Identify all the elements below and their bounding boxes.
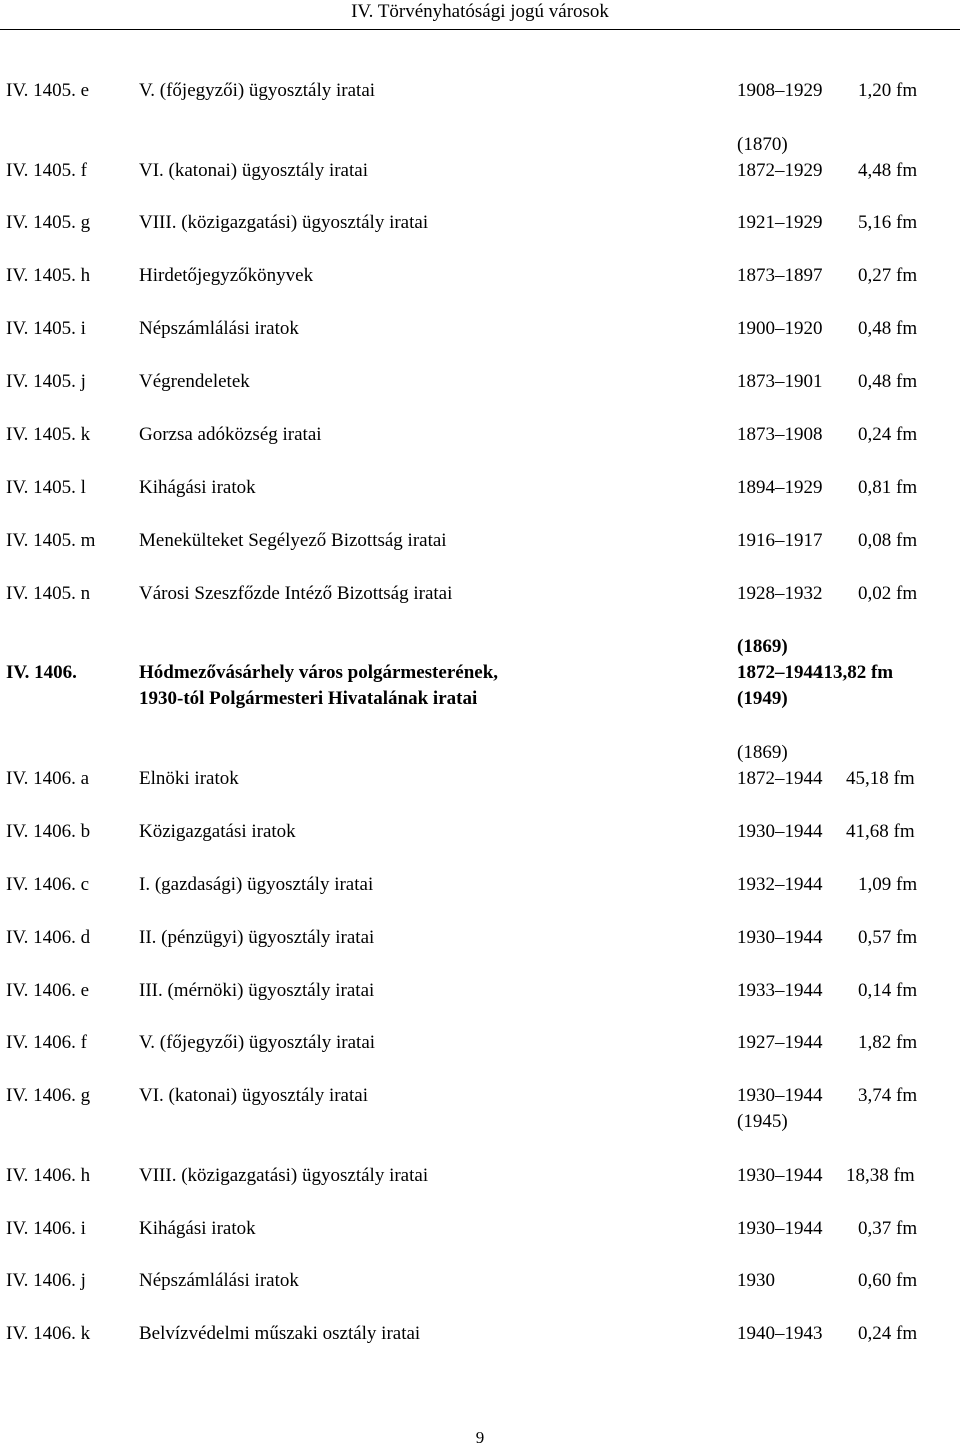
record-period-line: 1894–1929 xyxy=(737,477,823,498)
record-extent: 1,82 fm xyxy=(858,1032,918,1053)
record-code: IV. 1406. h xyxy=(6,1165,91,1186)
record-period xyxy=(737,872,823,898)
record-extent: 0,37 fm xyxy=(858,1218,918,1239)
record-period xyxy=(737,1321,823,1347)
record-extent: 0,57 fm xyxy=(858,927,918,948)
record-period xyxy=(737,528,823,554)
record-title xyxy=(139,925,374,951)
record-extent: 45,18 fm xyxy=(846,768,915,789)
record-code: IV. 1405. e xyxy=(6,80,90,101)
record-title-line: Népszámlálási iratok xyxy=(139,318,299,339)
record-title xyxy=(139,369,250,395)
record-title xyxy=(139,475,256,501)
record-title xyxy=(139,1216,256,1242)
record-period-line: (1870) xyxy=(737,134,788,155)
record-code: IV. 1405. i xyxy=(6,318,86,339)
record-extent: 0,08 fm xyxy=(858,530,918,551)
record-period xyxy=(737,316,823,342)
record-period-line: 1930–1944 xyxy=(737,927,823,948)
record-period-line: 1916–1917 xyxy=(737,530,823,551)
record-code: IV. 1405. l xyxy=(6,477,86,498)
record-code: IV. 1406. a xyxy=(6,768,90,789)
record-title-line: VIII. (közigazgatási) ügyosztály iratai xyxy=(139,212,429,233)
record-title xyxy=(139,872,373,898)
record-period-line: 1930–1944 xyxy=(737,821,823,842)
record-period xyxy=(737,1083,823,1135)
record-title xyxy=(139,1030,375,1056)
record-title-line: Gorzsa adóközség iratai xyxy=(139,424,322,445)
record-period-line: 1932–1944 xyxy=(737,874,823,895)
record-period xyxy=(737,475,823,501)
record-title xyxy=(139,210,428,236)
record-title-line: Kihágási iratok xyxy=(139,477,256,498)
record-extent: 3,74 fm xyxy=(858,1085,918,1106)
record-period-line: 1927–1944 xyxy=(737,1032,823,1053)
record-extent: 0,81 fm xyxy=(858,477,918,498)
record-period-line: 1873–1897 xyxy=(737,265,823,286)
record-title-line: Hódmezővásárhely város polgármesterének, xyxy=(139,662,499,683)
record-title-line: Kihágási iratok xyxy=(139,1218,256,1239)
record-extent: 0,48 fm xyxy=(858,318,918,339)
record-period xyxy=(737,1030,823,1056)
record-title xyxy=(139,1321,420,1347)
record-period xyxy=(737,1268,775,1294)
record-period-line: 1940–1943 xyxy=(737,1323,823,1344)
record-period xyxy=(737,925,823,951)
record-title xyxy=(139,263,313,289)
record-extent: 1,09 fm xyxy=(858,874,918,895)
record-title-line: VI. (katonai) ügyosztály iratai xyxy=(139,1085,368,1106)
record-period-line: 1900–1920 xyxy=(737,318,823,339)
record-extent: 0,14 fm xyxy=(858,980,918,1001)
record-title xyxy=(139,1083,368,1109)
record-period-line: 1928–1932 xyxy=(737,583,823,604)
record-period xyxy=(737,634,823,712)
record-title xyxy=(139,316,299,342)
record-code: IV. 1406. f xyxy=(6,1032,87,1053)
record-period-line: (1869) xyxy=(737,742,788,763)
record-extent: 0,02 fm xyxy=(858,583,918,604)
record-code: IV. 1405. h xyxy=(6,265,91,286)
record-title-line: Elnöki iratok xyxy=(139,768,239,789)
record-period xyxy=(737,978,823,1004)
record-title-line: Hirdetőjegyzőkönyvek xyxy=(139,265,314,286)
record-title-line: Közigazgatási iratok xyxy=(139,821,296,842)
record-period-line: 1908–1929 xyxy=(737,80,823,101)
record-period-line: 1930–1944 xyxy=(737,1218,823,1239)
record-period-line: 1873–1908 xyxy=(737,424,823,445)
record-title xyxy=(139,660,498,712)
record-extent: 113,82 fm xyxy=(815,662,894,683)
record-extent: 0,24 fm xyxy=(858,424,918,445)
record-code: IV. 1406. c xyxy=(6,874,90,895)
record-period-line: 1872–1944 xyxy=(737,768,823,789)
record-title xyxy=(139,158,368,184)
record-period xyxy=(737,1216,823,1242)
record-title xyxy=(139,528,447,554)
record-extent: 1,20 fm xyxy=(858,80,918,101)
record-code: IV. 1405. g xyxy=(6,212,91,233)
record-title-line: VI. (katonai) ügyosztály iratai xyxy=(139,160,368,181)
record-code: IV. 1405. j xyxy=(6,371,86,392)
header-rule xyxy=(0,29,960,30)
record-code: IV. 1406. d xyxy=(6,927,91,948)
record-title-line: Belvízvédelmi műszaki osztály iratai xyxy=(139,1323,421,1344)
record-period xyxy=(737,78,823,104)
record-period xyxy=(737,263,823,289)
record-title xyxy=(139,766,239,792)
record-title xyxy=(139,819,296,845)
record-period-line: (1869) xyxy=(737,636,788,657)
record-period xyxy=(737,210,823,236)
record-period xyxy=(737,740,823,792)
record-title-line: II. (pénzügyi) ügyosztály iratai xyxy=(139,927,375,948)
record-title-line: Városi Szeszfőzde Intéző Bizottság iratai xyxy=(139,583,453,604)
record-extent: 5,16 fm xyxy=(858,212,918,233)
record-extent: 0,24 fm xyxy=(858,1323,918,1344)
record-title-line: Népszámlálási iratok xyxy=(139,1270,299,1291)
record-code: IV. 1406. k xyxy=(6,1323,91,1344)
record-title xyxy=(139,1268,299,1294)
header-title: IV. Törvényhatósági jogú városok xyxy=(351,1,609,22)
record-period xyxy=(737,422,823,448)
record-extent: 41,68 fm xyxy=(846,821,915,842)
record-period xyxy=(737,369,823,395)
record-period xyxy=(737,1163,823,1189)
record-title-line: V. (főjegyzői) ügyosztály iratai xyxy=(139,80,376,101)
record-title-line: VIII. (közigazgatási) ügyosztály iratai xyxy=(139,1165,429,1186)
record-code: IV. 1406. g xyxy=(6,1085,91,1106)
record-code: IV. 1406. xyxy=(6,662,77,683)
record-period-line: (1945) xyxy=(737,1111,788,1132)
record-title-line: I. (gazdasági) ügyosztály iratai xyxy=(139,874,374,895)
record-code: IV. 1406. e xyxy=(6,980,90,1001)
record-title-line: 1930-tól Polgármesteri Hivatalának iratai xyxy=(139,688,478,709)
page-header xyxy=(0,0,960,28)
record-code: IV. 1405. m xyxy=(6,530,96,551)
record-extent: 0,48 fm xyxy=(858,371,918,392)
record-period-line: 1872–1929 xyxy=(737,160,823,181)
record-code: IV. 1406. i xyxy=(6,1218,86,1239)
record-code: IV. 1405. n xyxy=(6,583,91,604)
record-period-line: 1930–1944 xyxy=(737,1085,823,1106)
record-period xyxy=(737,581,823,607)
record-title-line: Végrendeletek xyxy=(139,371,250,392)
record-period-line: 1933–1944 xyxy=(737,980,823,1001)
record-title xyxy=(139,978,374,1004)
record-title xyxy=(139,78,375,104)
record-title xyxy=(139,581,452,607)
record-period-line: 1872–1944 xyxy=(737,662,823,683)
record-code: IV. 1405. k xyxy=(6,424,91,445)
record-period-line: 1921–1929 xyxy=(737,212,823,233)
record-title xyxy=(139,1163,428,1189)
record-period-line: 1930–1944 xyxy=(737,1165,823,1186)
record-title-line: Menekülteket Segélyező Bizottság iratai xyxy=(139,530,447,551)
record-title-line: V. (főjegyzői) ügyosztály iratai xyxy=(139,1032,376,1053)
record-code: IV. 1406. b xyxy=(6,821,91,842)
record-code: IV. 1406. j xyxy=(6,1270,86,1291)
record-period-line: 1873–1901 xyxy=(737,371,823,392)
record-title xyxy=(139,422,322,448)
record-extent: 0,60 fm xyxy=(858,1270,918,1291)
record-period xyxy=(737,132,823,184)
record-period-line: (1949) xyxy=(737,688,788,709)
record-code: IV. 1405. f xyxy=(6,160,87,181)
record-title-line: III. (mérnöki) ügyosztály iratai xyxy=(139,980,375,1001)
record-extent: 0,27 fm xyxy=(858,265,918,286)
record-extent: 4,48 fm xyxy=(858,160,918,181)
page-number: 9 xyxy=(475,1428,485,1447)
record-period-line: 1930 xyxy=(737,1270,775,1291)
record-period xyxy=(737,819,823,845)
record-extent: 18,38 fm xyxy=(846,1165,915,1186)
